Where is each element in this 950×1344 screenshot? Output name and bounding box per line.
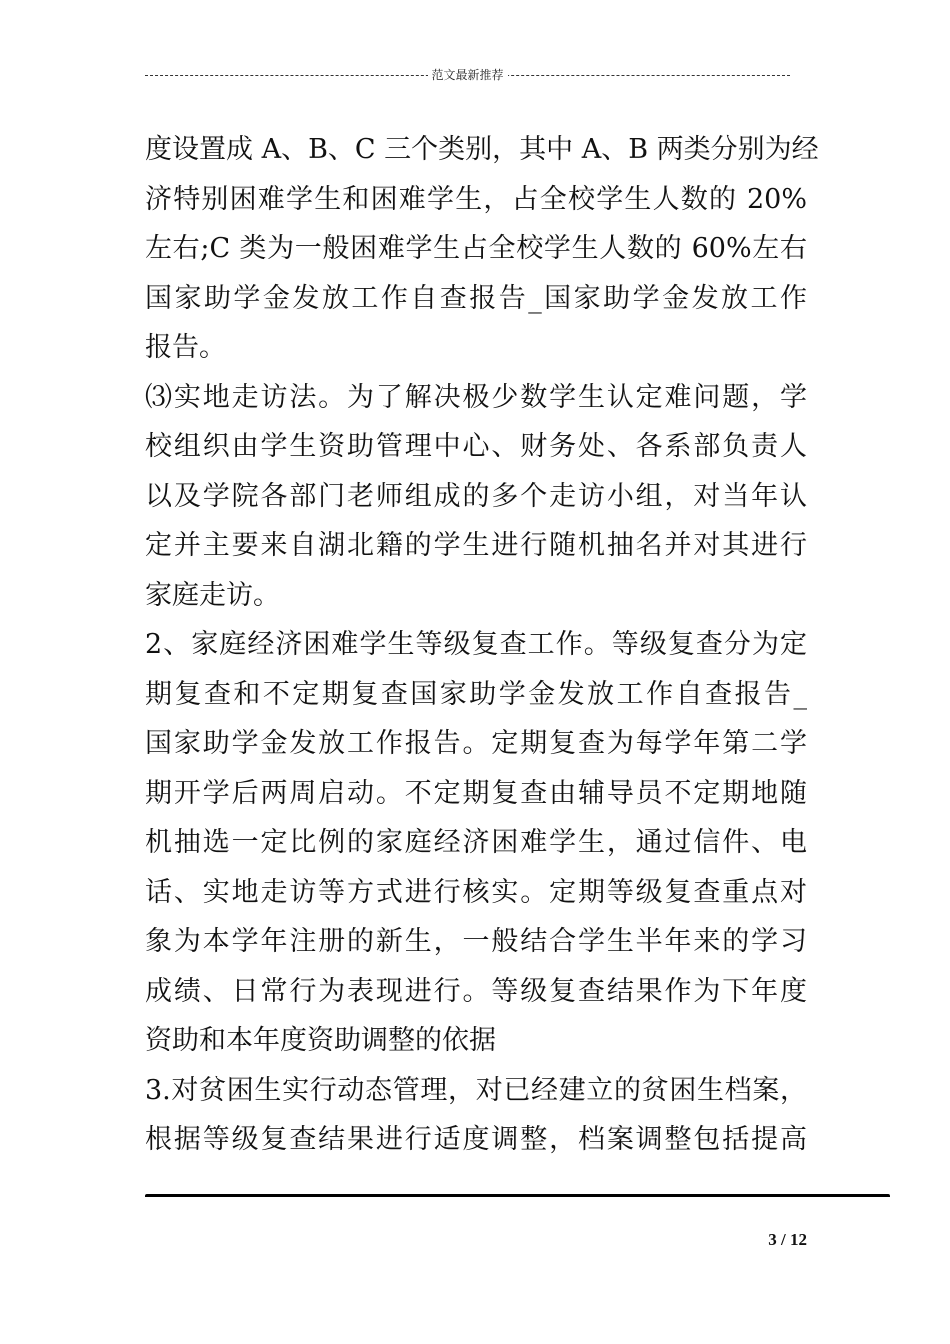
body-line: 资助和本年度资助调整的依据 (145, 1025, 496, 1056)
document-body (145, 125, 819, 1165)
body-line: 2、家庭经济困难学生等级复查工作。等级复查分为定 (145, 629, 807, 660)
body-line: 左右;C 类为一般困难学生占全校学生人数的 60%左右 (145, 233, 807, 264)
body-line: 3.对贫困生实行动态管理，对已经建立的贫困生档案， (145, 1074, 807, 1106)
header-title: 范文最新推荐 (427, 66, 507, 84)
body-line: 期开学后两周启动。不定期复查由辅导员不定期地随 (145, 777, 807, 809)
body-line: 根据等级复查结果进行适度调整，档案调整包括提高 (145, 1124, 807, 1155)
body-line: ⑶实地走访法。为了解决极少数学生认定难问题，学 (145, 381, 807, 413)
page-header (145, 60, 790, 90)
body-line: 期复查和不定期复查国家助学金发放工作自查报告_ (145, 678, 807, 710)
body-line: 济特别困难学生和困难学生，占全校学生人数的 20% (145, 183, 807, 215)
page-number: 3 / 12 (768, 1230, 807, 1249)
body-line: 以及学院各部门老师组成的多个走访小组，对当年认 (145, 480, 807, 512)
body-line: 机抽选一定比例的家庭经济困难学生，通过信件、电 (145, 827, 807, 858)
body-line: 象为本学年注册的新生，一般结合学生半年来的学习 (145, 926, 807, 957)
body-line: 家庭走访。 (145, 579, 280, 611)
body-line: 定并主要来自湖北籍的学生进行随机抽名并对其进行 (145, 530, 807, 561)
body-line: 校组织由学生资助管理中心、财务处、各系部负责人 (145, 431, 807, 462)
body-line: 成绩、日常行为表现进行。等级复查结果作为下年度 (145, 975, 807, 1007)
body-line: 报告。 (145, 332, 226, 363)
body-line: 国家助学金发放工作自查报告_国家助学金发放工作 (145, 282, 807, 314)
body-line: 话、实地走访等方式进行核实。定期等级复查重点对 (145, 876, 807, 908)
footer-rule (145, 1194, 890, 1199)
body-line: 国家助学金发放工作报告。定期复查为每学年第二学 (145, 728, 807, 759)
body-line: 度设置成 A、B、C 三个类别，其中 A、B 两类分别为经 (145, 134, 819, 165)
